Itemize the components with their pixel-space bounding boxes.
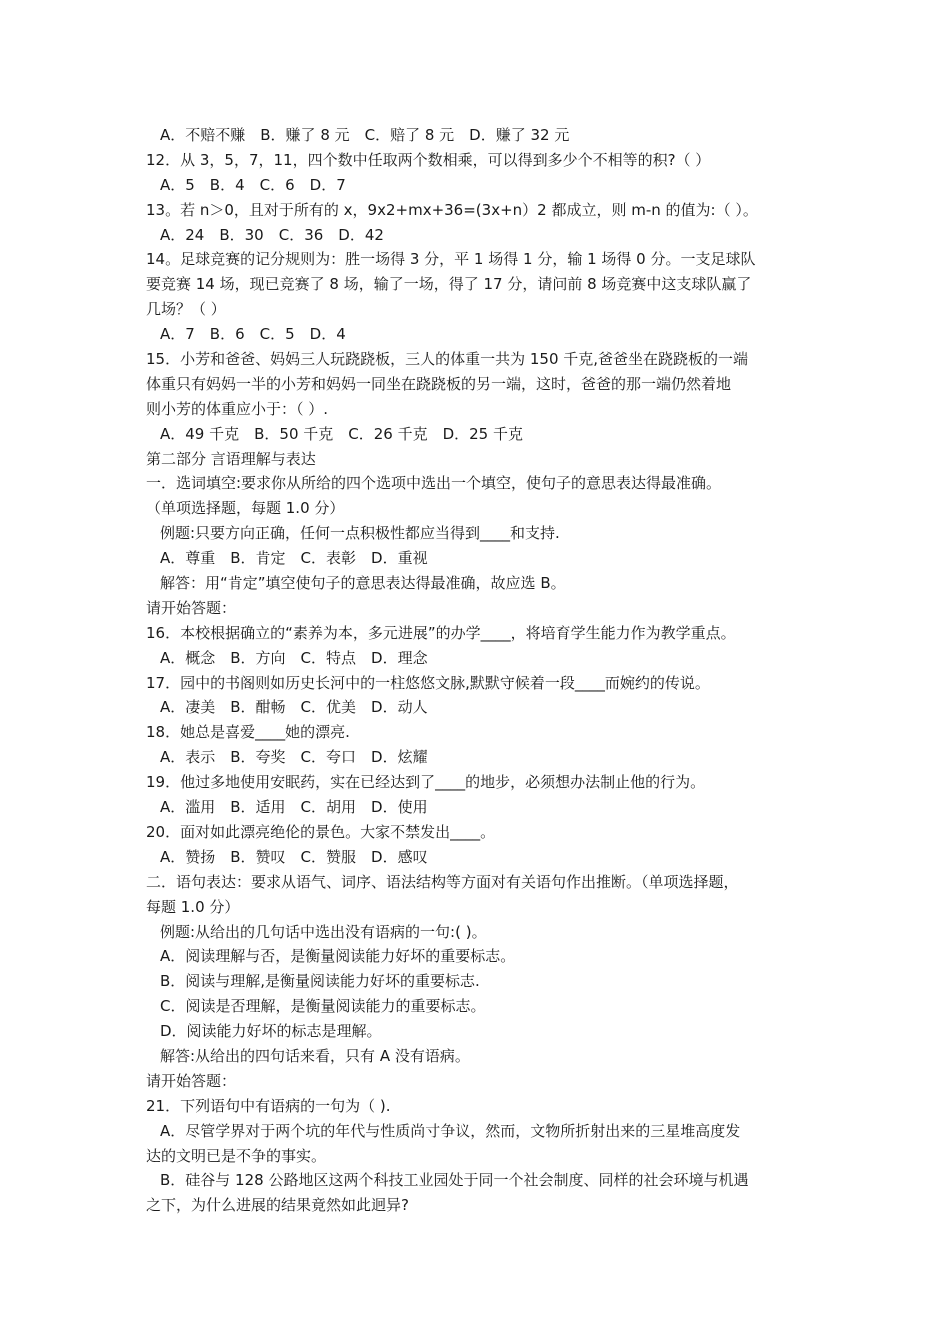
example1-stem: 例题:只要方向正确，任何一点积极性都应当得到____和支持. [160, 524, 560, 543]
part1-scoring: （单项选择题，每题 1.0 分） [146, 499, 345, 518]
part2-instructions: 二．语句表达：要求从语气、词序、语法结构等方面对有关语句作出推断。（单项选择题， [146, 872, 739, 891]
q15-stem-line-2: 体重只有妈妈一半的小芳和妈妈一同坐在跷跷板的另一端，这时，爸爸的那一端仍然着地 [146, 374, 732, 393]
q16-stem: 16．本校根据确立的“素养为本，多元进展”的办学____，将培育学生能力作为教学重点。 [146, 623, 736, 642]
q14-stem-line-2: 要竞赛 14 场，现已竞赛了 8 场，输了一场，得了 17 分，请问前 8 场竞赛中这支球队赢了 [146, 275, 752, 294]
q19-stem: 19．他过多地使用安眠药，实在已经达到了____的地步，必须想办法制止他的行为。 [146, 773, 706, 792]
q21-option-a-line-1: A．尽管学界对于两个坑的年代与性质尚寸争议，然而，文物所折射出来的三星堆高度发 [160, 1121, 741, 1140]
example2-answer: 解答:从给出的四句话来看，只有 A 没有语病。 [160, 1046, 470, 1065]
example2-option-d: D．阅读能力好坏的标志是理解。 [160, 1022, 382, 1041]
example2-option-b: B．阅读与理解,是衡量阅读能力好坏的重要标志. [160, 972, 480, 991]
section-heading: 第二部分 言语理解与表达 [146, 449, 316, 468]
q14-options: A．7 B．6 C．5 D．4 [160, 325, 346, 344]
q18-stem: 18．她总是喜爱____她的漂亮. [146, 723, 350, 742]
q14-stem-line-1: 14。足球竞赛的记分规则为：胜一场得 3 分，平 1 场得 1 分，输 1 场得 0 分。一支足球队 [146, 250, 756, 269]
q11-options: A．不赔不赚 B．赚了 8 元 C．赔了 8 元 D．赚了 32 元 [160, 126, 570, 144]
q20-options: A．赞扬 B．赞叹 C．赞服 D．感叹 [160, 847, 428, 866]
q21-option-a-line-2: 达的文明已是不争的事实。 [146, 1146, 327, 1165]
example2-option-c: C．阅读是否理解，是衡量阅读能力的重要标志。 [160, 997, 486, 1016]
example1-options: A．尊重 B．肯定 C．表彰 D．重视 [160, 549, 428, 568]
q13-stem: 13。若 n＞0，且对于所有的 x，9x2+mx+36=(3x+n）2 都成立，则 m-n 的值为:（ ）。 [146, 200, 758, 219]
q21-stem: 21．下列语句中有语病的一句为（ ). [146, 1096, 391, 1115]
q21-option-b-line-1: B．硅谷与 128 公路地区这两个科技工业园处于同一个社会制度、同样的社会环境与机遇 [160, 1171, 749, 1190]
q18-options: A．表示 B．夸奖 C．夸口 D．炫耀 [160, 748, 428, 767]
q17-stem: 17．园中的书阁则如历史长河中的一柱悠悠文脉,默默守候着一段____而婉约的传说。 [146, 673, 710, 692]
q13-options: A．24 B．30 C．36 D．42 [160, 225, 384, 244]
q16-options: A．概念 B．方向 C．特点 D．理念 [160, 648, 428, 667]
q21-option-b-line-2: 之下，为什么进展的结果竟然如此迥异? [146, 1196, 409, 1215]
part2-scoring: 每题 1.0 分） [146, 897, 240, 916]
q19-options: A．滥用 B．适用 C．胡用 D．使用 [160, 798, 428, 817]
q12-options: A．5 B．4 C．6 D．7 [160, 175, 346, 194]
q14-stem-line-3: 几场？（ ） [146, 300, 226, 319]
example2-stem: 例题:从给出的几句话中选出没有语病的一句:( )。 [160, 922, 487, 941]
q12-stem: 12．从 3，5，7，11，四个数中任取两个数相乘，可以得到多少个不相等的积?（ ） [146, 150, 711, 169]
example1-answer: 解答：用“肯定”填空使句子的意思表达得最准确，故应选 B。 [160, 574, 566, 593]
example2-option-a: A．阅读理解与否，是衡量阅读能力好坏的重要标志。 [160, 947, 516, 966]
start-prompt-1: 请开始答题： [146, 598, 237, 617]
part1-instructions: 一．选词填空:要求你从所给的四个选项中选出一个填空，使句子的意思表达得最准确。 [146, 474, 722, 493]
q17-options: A．凄美 B．酣畅 C．优美 D．动人 [160, 698, 428, 717]
q20-stem: 20．面对如此漂亮绝伦的景色。大家不禁发出____。 [146, 822, 496, 841]
document-body [146, 123, 814, 1218]
q15-stem-line-1: 15．小芳和爸爸、妈妈三人玩跷跷板，三人的体重一共为 150 千克,爸爸坐在跷跷板的一端 [146, 350, 749, 369]
start-prompt-2: 请开始答题： [146, 1071, 237, 1090]
q15-stem-line-3: 则小芳的体重应小于：（ ）. [146, 399, 329, 418]
q15-options: A．49 千克 B．50 千克 C．26 千克 D．25 千克 [160, 424, 523, 443]
